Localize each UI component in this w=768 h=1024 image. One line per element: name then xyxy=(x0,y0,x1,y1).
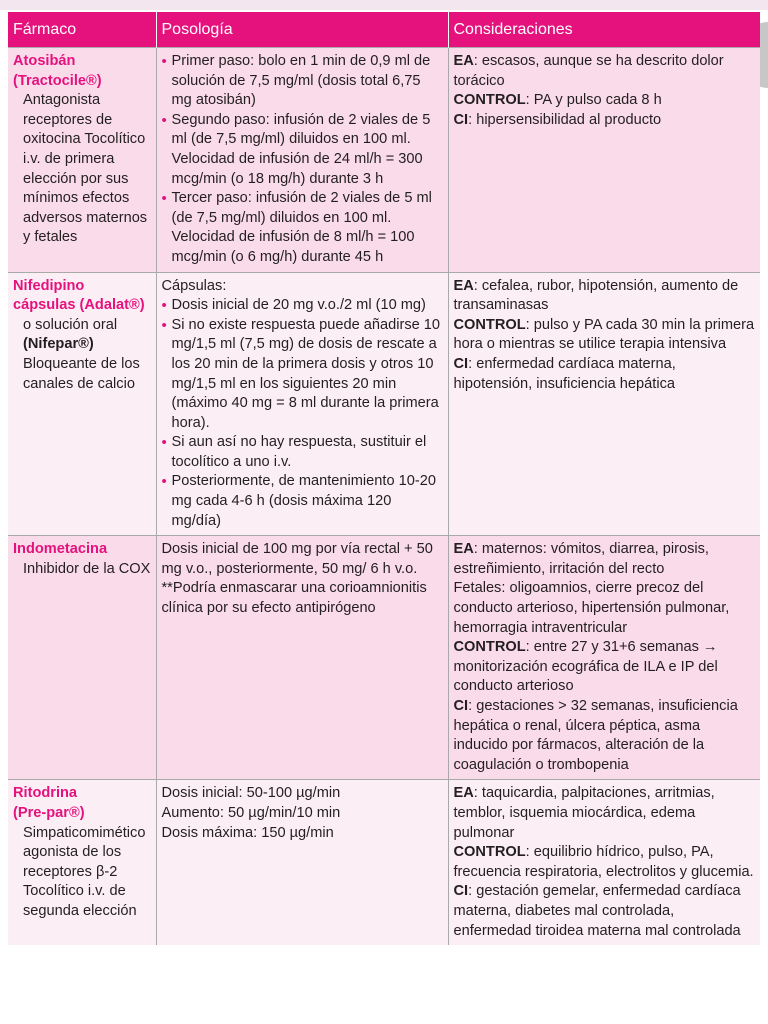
drug-brand: (Nifepar®) xyxy=(23,336,94,353)
table-row xyxy=(8,536,760,780)
list-item: • Si no existe respuesta puede añadirse 10 mg/1,5 ml (7,5 mg) de dosis de rescate a los 20 min de la primera dosis y otros 10 mg/1,5 ml en los siguientes 20 min (máximo 40 mg = 8 ml durante la primera hora). xyxy=(162,316,443,434)
posologia-note: **Podría enmascarar una corioamnionitis clínica por su efecto antipirógeno xyxy=(161,580,427,617)
posologia-list xyxy=(162,52,443,268)
drug-cell xyxy=(8,536,156,780)
consideracion-ea: EA: taquicardia, palpitaciones, arritmias, temblor, isquemia miocárdica, edema pulmonar xyxy=(453,785,715,841)
consideraciones-cell xyxy=(448,272,760,536)
posologia-cell xyxy=(156,272,448,536)
posologia-list xyxy=(162,296,443,531)
posologia-intro: Cápsulas: xyxy=(161,277,227,294)
drug-cell xyxy=(8,780,156,945)
posologia-cell xyxy=(156,780,448,945)
drug-name: Indometacina xyxy=(13,541,108,558)
drug-brand: (Pre-par®) xyxy=(13,804,85,821)
drug-description: Antagonista receptores de oxitocina Tocolítico i.v. de primera elección por sus mínimos efectos adversos maternos y fetales xyxy=(23,92,148,246)
drug-name: Atosibán xyxy=(13,53,76,69)
consideracion-ci: CI: gestaciones > 32 semanas, insuficiencia hepática o renal, úlcera péptica, asma inducido por fármacos, alteración de la coagulación o trombopenia xyxy=(453,698,738,773)
drug-description: Simpaticomimético agonista de los receptores β-2 Tocolítico i.v. de segunda elección xyxy=(23,824,146,919)
consideracion-ci: CI: enfermedad cardíaca materna, hipotensión, insuficiencia hepática xyxy=(453,355,676,392)
list-item: • Si aun así no hay respuesta, sustituir el tocolítico a uno i.v. xyxy=(162,433,443,472)
drug-table xyxy=(8,12,760,945)
drug-description: Inhibidor de la COX xyxy=(23,560,151,577)
consideracion-ea: EA: escasos, aunque se ha descrito dolor torácico xyxy=(453,53,724,89)
table-header-row xyxy=(8,12,760,48)
header-farmaco: Fármaco xyxy=(8,12,156,48)
consideraciones-cell xyxy=(448,780,760,945)
posologia-text: Dosis inicial de 100 mg por vía rectal + 50 mg v.o., posteriormente, 50 mg/ 6 h v.o. xyxy=(161,541,433,577)
consideracion-ea: EA: cefalea, rubor, hipotensión, aumento de transaminasas xyxy=(453,277,739,314)
table-row xyxy=(8,48,760,273)
top-strip xyxy=(0,0,768,10)
header-posologia: Posología xyxy=(156,12,448,48)
drug-brand: (Tractocile®) xyxy=(13,72,102,89)
posologia-line: Aumento: 50 µg/min/10 min xyxy=(161,804,341,821)
posologia-line: Dosis inicial: 50-100 µg/min xyxy=(161,785,341,802)
consideracion-ea: EA: maternos: vómitos, diarrea, pirosis, estreñimiento, irritación del recto xyxy=(453,541,709,577)
consideracion-ci: CI: gestación gemelar, enfermedad cardíaca materna, diabetes mal controlada, enfermedad tiroidea materna mal controlada xyxy=(453,883,741,939)
consideraciones-cell xyxy=(448,48,760,273)
list-item: • Posteriormente, de mantenimiento 10-20 mg cada 4-6 h (dosis máxima 120 mg/día) xyxy=(162,472,443,531)
consideraciones-cell xyxy=(448,536,760,780)
consideracion-fetales: Fetales: oligoamnios, cierre precoz del conducto arterioso, hipertensión pulmonar, hemorragia intraventricular xyxy=(453,580,730,636)
consideracion-control: CONTROL: entre 27 y 31+6 semanas → monitorización ecográfica de ILA e IP del conducto arterioso xyxy=(453,639,718,695)
list-item: • Dosis inicial de 20 mg v.o./2 ml (10 mg) xyxy=(162,296,443,316)
list-item: • Tercer paso: infusión de 2 viales de 5 ml (de 7,5 mg/ml) diluidos en 100 ml. Velocidad de infusión de 8 ml/h = 100 mcg/min (o 6 mg/h) durante 45 h xyxy=(162,189,443,267)
posologia-cell xyxy=(156,48,448,273)
drug-name: Nifedipino cápsulas (Adalat®) xyxy=(13,277,145,314)
list-item: • Segundo paso: infusión de 2 viales de 5 ml (de 7,5 mg/ml) diluidos en 100 ml. Velocidad de infusión de 24 ml/h = 300 mcg/min (o 18 mg/h) durante 3 h xyxy=(162,111,443,189)
posologia-line: Dosis máxima: 150 µg/min xyxy=(161,824,334,841)
posologia-cell xyxy=(156,536,448,780)
table-row xyxy=(8,780,760,945)
drug-name: Ritodrina xyxy=(13,785,78,802)
drug-cell xyxy=(8,48,156,273)
drug-cell xyxy=(8,272,156,536)
consideracion-control: CONTROL: PA y pulso cada 8 h xyxy=(453,92,662,109)
drug-form: o solución oral xyxy=(23,316,118,333)
drug-description: Bloqueante de los canales de calcio xyxy=(23,355,140,392)
list-item: • Primer paso: bolo en 1 min de 0,9 ml de solución de 7,5 mg/ml (dosis total 6,75 mg atosibán) xyxy=(162,52,443,111)
consideracion-control: CONTROL: pulso y PA cada 30 min la primera hora o mientras se utilice terapia intensiva xyxy=(453,316,755,353)
header-consideraciones: Consideraciones xyxy=(448,12,760,48)
consideracion-control: CONTROL: equilibrio hídrico, pulso, PA, frecuencia respiratoria, electrolitos y glucemia. xyxy=(453,844,754,880)
consideracion-ci: CI: hipersensibilidad al producto xyxy=(453,111,662,128)
table-row xyxy=(8,272,760,536)
